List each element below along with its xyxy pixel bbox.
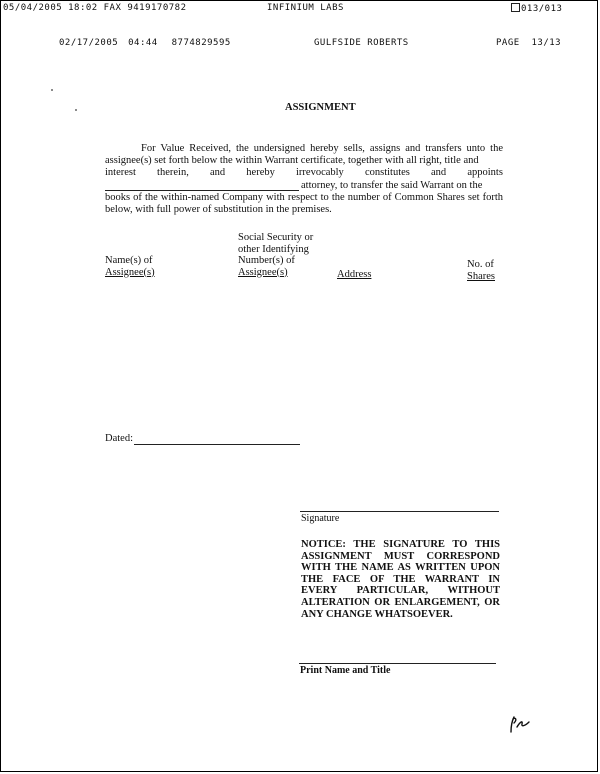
fax2-date: 02/17/2005	[59, 38, 119, 48]
column-ssn-line3: Number(s) of	[238, 255, 295, 266]
word: therein,	[157, 167, 189, 178]
column-ssn-line4: Assignee(s)	[238, 266, 288, 278]
fax2-number: 8774829595	[171, 38, 231, 48]
signature-label: Signature	[301, 513, 340, 524]
fax-sender: INFINIUM LABS	[267, 3, 344, 13]
assignment-paragraph-2: books of the within-named Company with respect to the number of Common Shares set forth below, with full power of substitution in the premises.	[105, 192, 503, 215]
column-names-line2: Assignee(s)	[105, 266, 155, 278]
scan-speck	[51, 89, 53, 91]
fax-datetime: 05/04/2005 18:02	[3, 3, 98, 13]
attorney-text: attorney, to transfer the said Warrant on the	[301, 180, 483, 191]
word: interest	[105, 167, 136, 178]
word: appoints	[467, 167, 503, 178]
column-ssn-line1: Social Security or	[238, 232, 314, 243]
fax2-sender: GULFSIDE ROBERTS	[314, 38, 409, 48]
dated-label: Dated:	[105, 433, 133, 444]
fax-page-icon	[511, 3, 520, 12]
signature-notice: NOTICE: THE SIGNATURE TO THIS ASSIGNMENT MUST CORRESPOND WITH THE NAME AS WRITTEN UPON THE FACE OF THE WARRANT IN EVERY PARTICULAR, WITHOUT ALTERATION OR ENLARGEMENT, OR ANY CHANGE WHATSOEVER.	[301, 539, 500, 620]
column-ssn	[238, 232, 313, 278]
word: and	[209, 167, 226, 178]
print-name-label: Print Name and Title	[300, 665, 391, 676]
fax-label: FAX	[103, 3, 122, 13]
print-name-line	[299, 663, 496, 664]
word: hereby	[246, 167, 275, 178]
column-address: Address	[337, 269, 372, 280]
fax-page-count	[511, 3, 562, 14]
document-title: ASSIGNMENT	[285, 102, 356, 113]
dated-blank-line	[134, 444, 300, 445]
word: constitutes	[364, 167, 410, 178]
column-ssn-line2: other Identifying	[238, 243, 309, 255]
fax-header-1	[3, 3, 187, 13]
fax2-page: PAGE 13/13	[496, 38, 562, 48]
word: and	[431, 167, 447, 178]
scan-speck	[75, 109, 77, 111]
column-shares-line1: No. of	[467, 259, 494, 270]
column-names-line1: Name(s) of	[105, 255, 153, 266]
column-names	[105, 255, 155, 278]
fax-header-2	[59, 38, 231, 48]
signature-line	[300, 511, 499, 512]
handwritten-initials	[507, 713, 535, 735]
fax-page-count-text: 013/013	[521, 4, 563, 14]
fax-number: 9419170782	[127, 3, 187, 13]
word: irrevocably	[296, 167, 344, 178]
column-shares-line2: Shares	[467, 270, 495, 282]
attorney-blank-line	[105, 190, 299, 191]
column-shares	[467, 259, 495, 282]
assignment-paragraph-1: For Value Received, the undersigned hereby sells, assigns and transfers unto the assignee(s) set forth below the within Warrant certificate, together with all right, title and	[105, 143, 503, 166]
fax2-time: 04:44	[128, 38, 158, 48]
assignment-line-interest	[105, 167, 503, 179]
